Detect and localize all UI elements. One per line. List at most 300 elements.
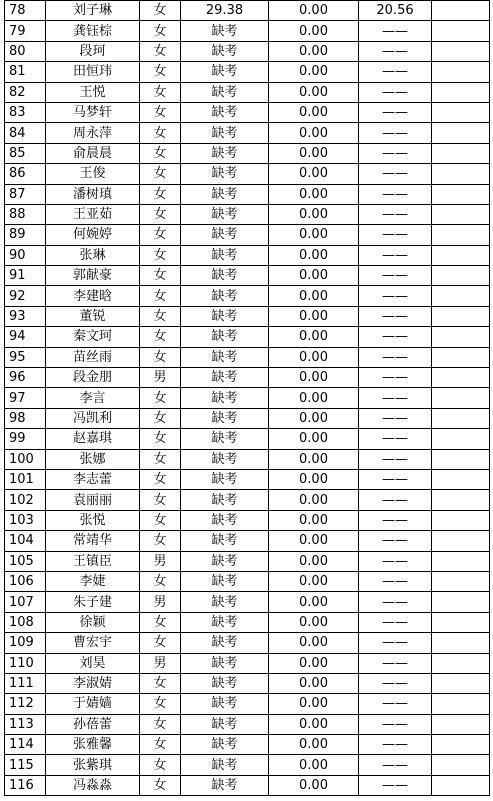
candidate-name: 马梦轩 bbox=[46, 102, 140, 122]
row-number: 100 bbox=[5, 449, 46, 469]
table-row bbox=[5, 673, 490, 693]
empty-cell bbox=[432, 143, 490, 163]
total-score: —— bbox=[359, 755, 432, 775]
candidate-name: 刘昊 bbox=[46, 653, 140, 673]
table-row bbox=[5, 714, 490, 734]
row-number: 115 bbox=[5, 755, 46, 775]
interview-score: 0.00 bbox=[269, 62, 359, 82]
empty-cell bbox=[432, 735, 490, 755]
empty-cell bbox=[432, 592, 490, 612]
candidate-name: 李建晗 bbox=[46, 286, 140, 306]
interview-score: 0.00 bbox=[269, 225, 359, 245]
written-score: 缺考 bbox=[181, 490, 269, 510]
candidate-gender: 女 bbox=[140, 102, 181, 122]
written-score: 缺考 bbox=[181, 653, 269, 673]
written-score: 缺考 bbox=[181, 306, 269, 326]
written-score: 缺考 bbox=[181, 82, 269, 102]
row-number: 104 bbox=[5, 531, 46, 551]
table-row bbox=[5, 184, 490, 204]
total-score: —— bbox=[359, 469, 432, 489]
candidate-name: 徐颖 bbox=[46, 612, 140, 632]
interview-score: 0.00 bbox=[269, 164, 359, 184]
written-score: 缺考 bbox=[181, 551, 269, 571]
candidate-gender: 女 bbox=[140, 245, 181, 265]
empty-cell bbox=[432, 653, 490, 673]
interview-score: 0.00 bbox=[269, 266, 359, 286]
interview-score: 0.00 bbox=[269, 347, 359, 367]
written-score: 缺考 bbox=[181, 286, 269, 306]
written-score: 缺考 bbox=[181, 225, 269, 245]
candidate-gender: 女 bbox=[140, 41, 181, 61]
candidate-name: 曹宏宇 bbox=[46, 633, 140, 653]
interview-score: 0.00 bbox=[269, 694, 359, 714]
interview-score: 0.00 bbox=[269, 408, 359, 428]
interview-score: 0.00 bbox=[269, 633, 359, 653]
table-row bbox=[5, 633, 490, 653]
written-score: 缺考 bbox=[181, 123, 269, 143]
total-score: —— bbox=[359, 368, 432, 388]
total-score: —— bbox=[359, 551, 432, 571]
row-number: 93 bbox=[5, 306, 46, 326]
candidate-gender: 女 bbox=[140, 62, 181, 82]
interview-score: 0.00 bbox=[269, 21, 359, 41]
row-number: 86 bbox=[5, 164, 46, 184]
table-row bbox=[5, 286, 490, 306]
empty-cell bbox=[432, 204, 490, 224]
table-row bbox=[5, 82, 490, 102]
row-number: 90 bbox=[5, 245, 46, 265]
total-score: —— bbox=[359, 21, 432, 41]
candidate-name: 王镇臣 bbox=[46, 551, 140, 571]
row-number: 105 bbox=[5, 551, 46, 571]
candidate-gender: 女 bbox=[140, 1, 181, 21]
written-score: 缺考 bbox=[181, 429, 269, 449]
written-score: 缺考 bbox=[181, 266, 269, 286]
table-row bbox=[5, 735, 490, 755]
row-number: 114 bbox=[5, 735, 46, 755]
interview-score: 0.00 bbox=[269, 327, 359, 347]
candidate-name: 孙蓓蕾 bbox=[46, 714, 140, 734]
total-score: —— bbox=[359, 327, 432, 347]
empty-cell bbox=[432, 286, 490, 306]
table-row bbox=[5, 755, 490, 775]
candidate-gender: 女 bbox=[140, 775, 181, 795]
candidate-gender: 女 bbox=[140, 408, 181, 428]
written-score: 缺考 bbox=[181, 673, 269, 693]
interview-score: 0.00 bbox=[269, 551, 359, 571]
table-row bbox=[5, 592, 490, 612]
row-number: 85 bbox=[5, 143, 46, 163]
candidate-gender: 男 bbox=[140, 592, 181, 612]
candidate-name: 龚钰棕 bbox=[46, 21, 140, 41]
total-score: —— bbox=[359, 164, 432, 184]
written-score: 缺考 bbox=[181, 755, 269, 775]
interview-score: 0.00 bbox=[269, 368, 359, 388]
candidate-gender: 女 bbox=[140, 388, 181, 408]
table-row bbox=[5, 531, 490, 551]
table-row bbox=[5, 327, 490, 347]
written-score: 缺考 bbox=[181, 612, 269, 632]
candidate-name: 张紫琪 bbox=[46, 755, 140, 775]
written-score: 缺考 bbox=[181, 143, 269, 163]
written-score: 缺考 bbox=[181, 531, 269, 551]
total-score: —— bbox=[359, 286, 432, 306]
interview-score: 0.00 bbox=[269, 306, 359, 326]
candidate-name: 周永萍 bbox=[46, 123, 140, 143]
row-number: 110 bbox=[5, 653, 46, 673]
empty-cell bbox=[432, 41, 490, 61]
table-row bbox=[5, 102, 490, 122]
table-row bbox=[5, 306, 490, 326]
candidate-name: 刘子琳 bbox=[46, 1, 140, 21]
table-row bbox=[5, 368, 490, 388]
empty-cell bbox=[432, 633, 490, 653]
table-row bbox=[5, 245, 490, 265]
row-number: 82 bbox=[5, 82, 46, 102]
row-number: 108 bbox=[5, 612, 46, 632]
candidate-gender: 女 bbox=[140, 510, 181, 530]
candidate-name: 冯凯利 bbox=[46, 408, 140, 428]
total-score: 20.56 bbox=[359, 1, 432, 21]
total-score: —— bbox=[359, 266, 432, 286]
table-row bbox=[5, 571, 490, 591]
row-number: 81 bbox=[5, 62, 46, 82]
candidate-name: 于婧嫱 bbox=[46, 694, 140, 714]
candidate-name: 袁丽丽 bbox=[46, 490, 140, 510]
row-number: 97 bbox=[5, 388, 46, 408]
total-score: —— bbox=[359, 490, 432, 510]
table-row bbox=[5, 408, 490, 428]
table-row bbox=[5, 1, 490, 21]
written-score: 缺考 bbox=[181, 469, 269, 489]
candidate-gender: 女 bbox=[140, 755, 181, 775]
candidate-gender: 女 bbox=[140, 306, 181, 326]
total-score: —— bbox=[359, 592, 432, 612]
interview-score: 0.00 bbox=[269, 184, 359, 204]
row-number: 98 bbox=[5, 408, 46, 428]
interview-score: 0.00 bbox=[269, 510, 359, 530]
candidate-gender: 男 bbox=[140, 368, 181, 388]
written-score: 缺考 bbox=[181, 184, 269, 204]
table-row bbox=[5, 225, 490, 245]
candidate-gender: 女 bbox=[140, 633, 181, 653]
total-score: —— bbox=[359, 123, 432, 143]
row-number: 94 bbox=[5, 327, 46, 347]
candidate-name: 张悦 bbox=[46, 510, 140, 530]
empty-cell bbox=[432, 245, 490, 265]
empty-cell bbox=[432, 82, 490, 102]
written-score: 缺考 bbox=[181, 694, 269, 714]
row-number: 113 bbox=[5, 714, 46, 734]
candidate-gender: 女 bbox=[140, 286, 181, 306]
candidate-gender: 女 bbox=[140, 612, 181, 632]
interview-score: 0.00 bbox=[269, 286, 359, 306]
candidate-gender: 女 bbox=[140, 143, 181, 163]
table-row bbox=[5, 164, 490, 184]
written-score: 缺考 bbox=[181, 735, 269, 755]
interview-score: 0.00 bbox=[269, 469, 359, 489]
written-score: 缺考 bbox=[181, 327, 269, 347]
total-score: —— bbox=[359, 429, 432, 449]
candidate-gender: 女 bbox=[140, 266, 181, 286]
empty-cell bbox=[432, 469, 490, 489]
interview-score: 0.00 bbox=[269, 592, 359, 612]
written-score: 缺考 bbox=[181, 592, 269, 612]
empty-cell bbox=[432, 164, 490, 184]
total-score: —— bbox=[359, 775, 432, 795]
row-number: 112 bbox=[5, 694, 46, 714]
table-row bbox=[5, 347, 490, 367]
written-score: 缺考 bbox=[181, 204, 269, 224]
written-score: 缺考 bbox=[181, 633, 269, 653]
candidate-name: 王亚茹 bbox=[46, 204, 140, 224]
interview-score: 0.00 bbox=[269, 245, 359, 265]
candidate-gender: 女 bbox=[140, 469, 181, 489]
table-row bbox=[5, 469, 490, 489]
table-row bbox=[5, 490, 490, 510]
total-score: —— bbox=[359, 408, 432, 428]
total-score: —— bbox=[359, 633, 432, 653]
candidate-gender: 男 bbox=[140, 653, 181, 673]
empty-cell bbox=[432, 531, 490, 551]
candidate-gender: 女 bbox=[140, 571, 181, 591]
total-score: —— bbox=[359, 204, 432, 224]
interview-score: 0.00 bbox=[269, 449, 359, 469]
candidate-name: 李淑婧 bbox=[46, 673, 140, 693]
score-sheet bbox=[4, 0, 489, 796]
candidate-name: 李言 bbox=[46, 388, 140, 408]
total-score: —— bbox=[359, 449, 432, 469]
table-row bbox=[5, 429, 490, 449]
candidate-name: 李志蕾 bbox=[46, 469, 140, 489]
total-score: —— bbox=[359, 388, 432, 408]
candidate-name: 潘树瑱 bbox=[46, 184, 140, 204]
table-row bbox=[5, 62, 490, 82]
empty-cell bbox=[432, 714, 490, 734]
empty-cell bbox=[432, 306, 490, 326]
empty-cell bbox=[432, 347, 490, 367]
row-number: 92 bbox=[5, 286, 46, 306]
candidate-gender: 女 bbox=[140, 347, 181, 367]
candidate-name: 田恒玮 bbox=[46, 62, 140, 82]
empty-cell bbox=[432, 368, 490, 388]
candidate-name: 朱子建 bbox=[46, 592, 140, 612]
interview-score: 0.00 bbox=[269, 714, 359, 734]
total-score: —— bbox=[359, 694, 432, 714]
total-score: —— bbox=[359, 571, 432, 591]
total-score: —— bbox=[359, 41, 432, 61]
interview-score: 0.00 bbox=[269, 755, 359, 775]
written-score: 缺考 bbox=[181, 368, 269, 388]
table-row bbox=[5, 266, 490, 286]
row-number: 79 bbox=[5, 21, 46, 41]
table-row bbox=[5, 204, 490, 224]
table-row bbox=[5, 388, 490, 408]
total-score: —— bbox=[359, 531, 432, 551]
written-score: 29.38 bbox=[181, 1, 269, 21]
table-row bbox=[5, 21, 490, 41]
row-number: 106 bbox=[5, 571, 46, 591]
total-score: —— bbox=[359, 673, 432, 693]
candidate-name: 秦文珂 bbox=[46, 327, 140, 347]
interview-score: 0.00 bbox=[269, 429, 359, 449]
candidate-gender: 女 bbox=[140, 429, 181, 449]
candidate-name: 何婉婷 bbox=[46, 225, 140, 245]
empty-cell bbox=[432, 571, 490, 591]
candidate-name: 王悦 bbox=[46, 82, 140, 102]
candidate-name: 段珂 bbox=[46, 41, 140, 61]
written-score: 缺考 bbox=[181, 408, 269, 428]
candidate-name: 常靖华 bbox=[46, 531, 140, 551]
empty-cell bbox=[432, 266, 490, 286]
empty-cell bbox=[432, 102, 490, 122]
candidate-gender: 女 bbox=[140, 449, 181, 469]
candidate-name: 郭献豪 bbox=[46, 266, 140, 286]
candidate-name: 张琳 bbox=[46, 245, 140, 265]
written-score: 缺考 bbox=[181, 21, 269, 41]
interview-score: 0.00 bbox=[269, 388, 359, 408]
interview-score: 0.00 bbox=[269, 41, 359, 61]
empty-cell bbox=[432, 225, 490, 245]
candidate-gender: 女 bbox=[140, 82, 181, 102]
row-number: 91 bbox=[5, 266, 46, 286]
written-score: 缺考 bbox=[181, 775, 269, 795]
total-score: —— bbox=[359, 143, 432, 163]
total-score: —— bbox=[359, 306, 432, 326]
row-number: 95 bbox=[5, 347, 46, 367]
row-number: 84 bbox=[5, 123, 46, 143]
row-number: 101 bbox=[5, 469, 46, 489]
empty-cell bbox=[432, 1, 490, 21]
empty-cell bbox=[432, 490, 490, 510]
table-row bbox=[5, 123, 490, 143]
candidate-gender: 女 bbox=[140, 123, 181, 143]
interview-score: 0.00 bbox=[269, 82, 359, 102]
candidate-name: 苗丝雨 bbox=[46, 347, 140, 367]
empty-cell bbox=[432, 388, 490, 408]
row-number: 99 bbox=[5, 429, 46, 449]
interview-score: 0.00 bbox=[269, 571, 359, 591]
empty-cell bbox=[432, 551, 490, 571]
row-number: 116 bbox=[5, 775, 46, 795]
candidate-gender: 女 bbox=[140, 184, 181, 204]
interview-score: 0.00 bbox=[269, 102, 359, 122]
candidate-name: 赵嘉琪 bbox=[46, 429, 140, 449]
total-score: —— bbox=[359, 510, 432, 530]
row-number: 102 bbox=[5, 490, 46, 510]
empty-cell bbox=[432, 510, 490, 530]
total-score: —— bbox=[359, 347, 432, 367]
table-row bbox=[5, 449, 490, 469]
interview-score: 0.00 bbox=[269, 531, 359, 551]
written-score: 缺考 bbox=[181, 571, 269, 591]
candidate-gender: 男 bbox=[140, 551, 181, 571]
empty-cell bbox=[432, 612, 490, 632]
interview-score: 0.00 bbox=[269, 204, 359, 224]
empty-cell bbox=[432, 184, 490, 204]
candidate-gender: 女 bbox=[140, 531, 181, 551]
total-score: —— bbox=[359, 612, 432, 632]
empty-cell bbox=[432, 62, 490, 82]
total-score: —— bbox=[359, 653, 432, 673]
row-number: 107 bbox=[5, 592, 46, 612]
candidate-gender: 女 bbox=[140, 490, 181, 510]
table-row bbox=[5, 143, 490, 163]
total-score: —— bbox=[359, 225, 432, 245]
candidate-gender: 女 bbox=[140, 673, 181, 693]
row-number: 83 bbox=[5, 102, 46, 122]
empty-cell bbox=[432, 775, 490, 795]
empty-cell bbox=[432, 449, 490, 469]
table-row bbox=[5, 612, 490, 632]
row-number: 78 bbox=[5, 1, 46, 21]
written-score: 缺考 bbox=[181, 62, 269, 82]
candidate-gender: 女 bbox=[140, 164, 181, 184]
interview-score: 0.00 bbox=[269, 775, 359, 795]
total-score: —— bbox=[359, 184, 432, 204]
empty-cell bbox=[432, 123, 490, 143]
total-score: —— bbox=[359, 735, 432, 755]
interview-score: 0.00 bbox=[269, 1, 359, 21]
score-table bbox=[4, 0, 490, 796]
written-score: 缺考 bbox=[181, 714, 269, 734]
score-table-body bbox=[5, 1, 490, 796]
empty-cell bbox=[432, 327, 490, 347]
interview-score: 0.00 bbox=[269, 653, 359, 673]
interview-score: 0.00 bbox=[269, 143, 359, 163]
interview-score: 0.00 bbox=[269, 673, 359, 693]
written-score: 缺考 bbox=[181, 510, 269, 530]
candidate-name: 张娜 bbox=[46, 449, 140, 469]
row-number: 96 bbox=[5, 368, 46, 388]
empty-cell bbox=[432, 673, 490, 693]
empty-cell bbox=[432, 21, 490, 41]
written-score: 缺考 bbox=[181, 449, 269, 469]
candidate-gender: 女 bbox=[140, 735, 181, 755]
empty-cell bbox=[432, 429, 490, 449]
candidate-gender: 女 bbox=[140, 204, 181, 224]
table-row bbox=[5, 41, 490, 61]
candidate-name: 张雅馨 bbox=[46, 735, 140, 755]
candidate-name: 俞晨晨 bbox=[46, 143, 140, 163]
candidate-name: 段金朋 bbox=[46, 368, 140, 388]
table-row bbox=[5, 653, 490, 673]
row-number: 88 bbox=[5, 204, 46, 224]
candidate-gender: 女 bbox=[140, 225, 181, 245]
row-number: 89 bbox=[5, 225, 46, 245]
row-number: 80 bbox=[5, 41, 46, 61]
row-number: 111 bbox=[5, 673, 46, 693]
row-number: 109 bbox=[5, 633, 46, 653]
candidate-gender: 女 bbox=[140, 694, 181, 714]
empty-cell bbox=[432, 408, 490, 428]
written-score: 缺考 bbox=[181, 388, 269, 408]
table-row bbox=[5, 510, 490, 530]
table-row bbox=[5, 775, 490, 795]
total-score: —— bbox=[359, 82, 432, 102]
interview-score: 0.00 bbox=[269, 735, 359, 755]
candidate-name: 冯淼淼 bbox=[46, 775, 140, 795]
written-score: 缺考 bbox=[181, 102, 269, 122]
interview-score: 0.00 bbox=[269, 490, 359, 510]
candidate-gender: 女 bbox=[140, 21, 181, 41]
total-score: —— bbox=[359, 62, 432, 82]
row-number: 87 bbox=[5, 184, 46, 204]
written-score: 缺考 bbox=[181, 347, 269, 367]
total-score: —— bbox=[359, 714, 432, 734]
candidate-name: 董锐 bbox=[46, 306, 140, 326]
table-row bbox=[5, 694, 490, 714]
